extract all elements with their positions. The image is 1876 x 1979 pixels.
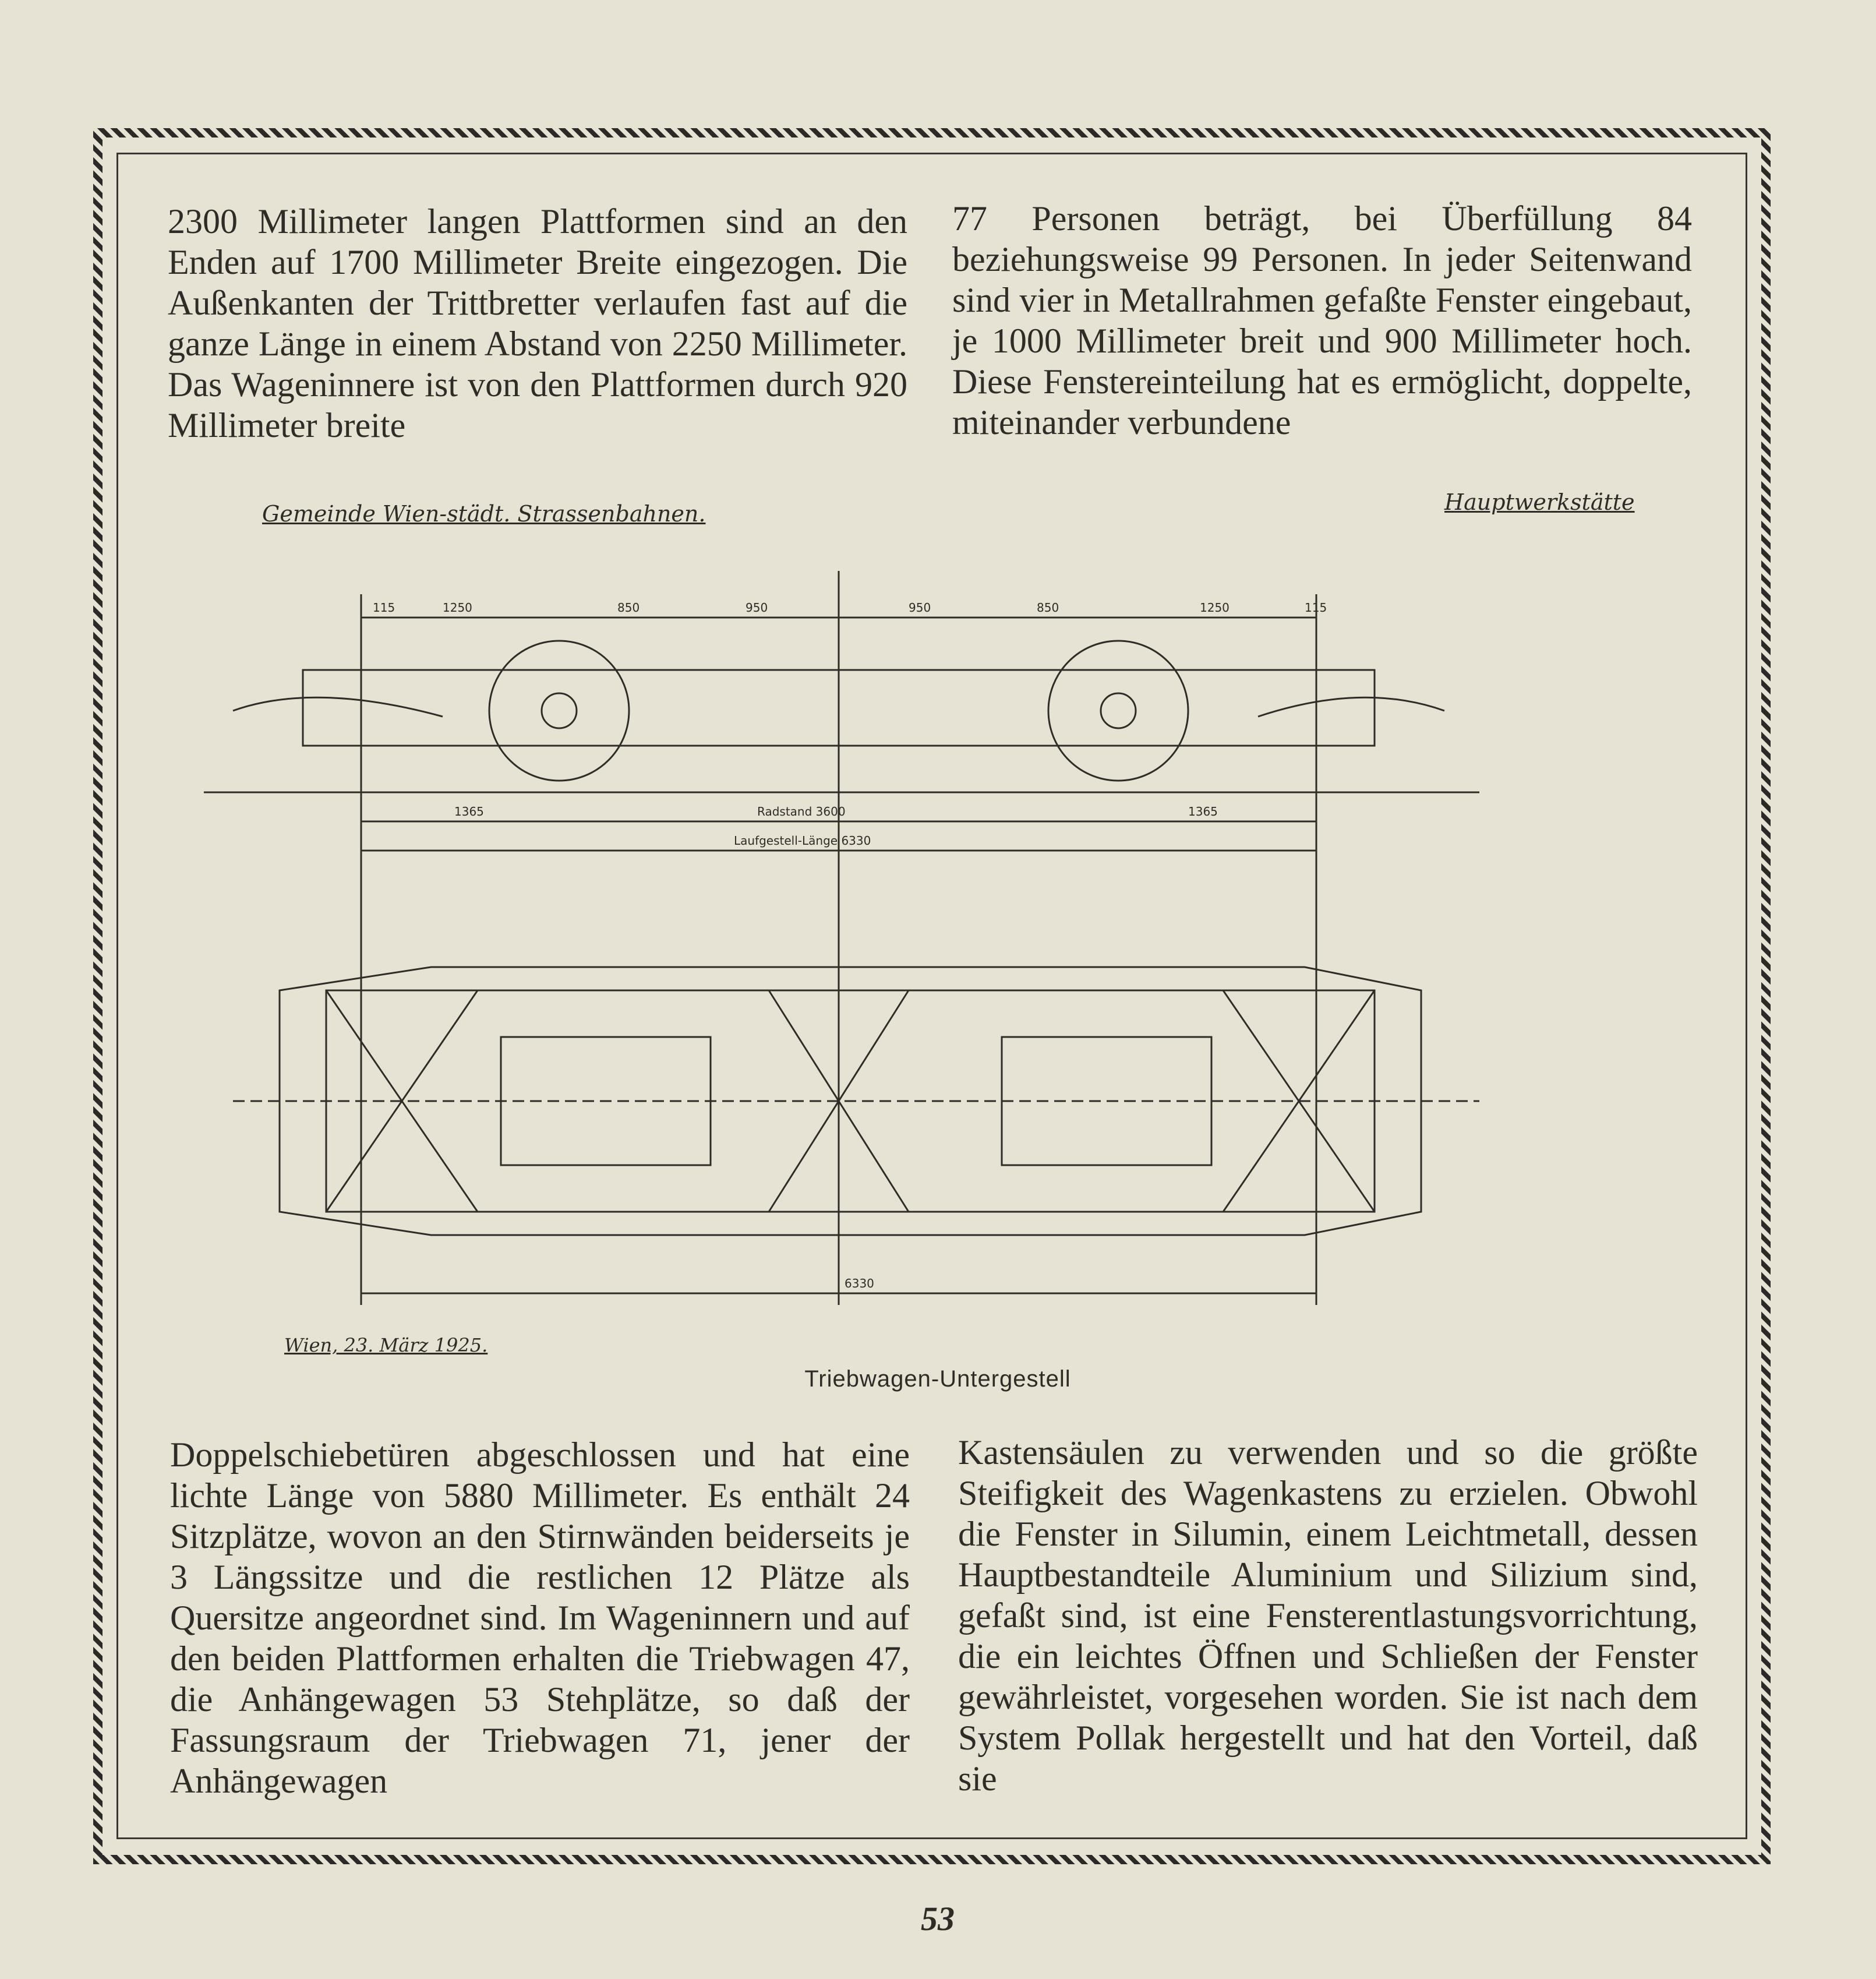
dim-label: Radstand 3600 bbox=[757, 805, 846, 819]
dim-label: 950 bbox=[746, 601, 768, 615]
paragraph: Doppelschiebetüren abgeschlossen und hat eine lichte Länge von 5880 Millimeter. Es enthält 24 Sitzplätze, wovon an den Stirnwänden beiderseits je 3 Längssitze und die restlichen 12 Plätze als Quersitze angeordnet sind. Im Wageninnern und auf den beiden Plattformen erhalten die Triebwagen 47, die Anhängewagen 53 Stehplätze, so daß der Fassungsraum der Triebwagen 71, jener der Anhängewagen bbox=[170, 1435, 910, 1800]
text-column-bottom-left bbox=[170, 1434, 910, 1801]
dim-label: Laufgestell-Länge 6330 bbox=[734, 834, 871, 848]
paragraph: 2300 Millimeter langen Plattformen sind an den Enden auf 1700 Millimeter Breite eingezogen. Die Außenkanten der Trittbretter verlaufen fast auf die ganze Länge in einem Abstand von 2250 Millimeter. Das Wageninnere ist von den Plattformen durch 920 Millimeter breite bbox=[168, 202, 907, 445]
text-column-top-right bbox=[952, 198, 1692, 443]
paragraph: 77 Personen beträgt, bei Überfüllung 84 beziehungsweise 99 Personen. In jeder Seitenwand sind vier in Metallrahmen gefaßte Fenster eingebaut, je 1000 Millimeter breit und 900 Millimeter hoch. Diese Fenstereinteilung hat es ermöglicht, doppelte, miteinander verbundene bbox=[952, 199, 1692, 442]
dim-label: 1365 bbox=[454, 805, 484, 819]
dim-label: 115 bbox=[373, 601, 395, 615]
page-number: 53 bbox=[921, 1900, 955, 1938]
dim-label: 1250 bbox=[1200, 601, 1230, 615]
technical-drawing bbox=[198, 478, 1689, 1363]
drawing-header-right: Hauptwerkstätte bbox=[1444, 489, 1635, 515]
dim-label: 850 bbox=[1037, 601, 1059, 615]
dim-label: 115 bbox=[1305, 601, 1327, 615]
dim-label: 6330 bbox=[845, 1276, 874, 1290]
wheel-left bbox=[489, 641, 629, 781]
dim-label: 850 bbox=[617, 601, 640, 615]
figure-caption: Triebwagen-Untergestell bbox=[804, 1366, 1071, 1392]
dim-label: 1365 bbox=[1188, 805, 1218, 819]
dim-label: 950 bbox=[909, 601, 931, 615]
wheel-right bbox=[1048, 641, 1188, 781]
dim-label: 1250 bbox=[443, 601, 472, 615]
drawing-date-note: Wien, 23. März 1925. bbox=[284, 1334, 488, 1356]
text-column-bottom-right bbox=[958, 1432, 1698, 1799]
paragraph: Kastensäulen zu verwenden und so die größte Steifigkeit des Wagenkastens zu erzielen. Obwohl die Fenster in Silumin, einem Leichtmetall, dessen Hauptbestandteile Aluminium und Silizium sind, gefaßt sind, ist eine Fensterentlastungsvorrichtung, die ein leichtes Öffnen und Schließen der Fenster gewährleistet, vorgesehen worden. Sie ist nach dem System Pollak hergestellt und hat den Vorteil, daß sie bbox=[958, 1433, 1698, 1798]
drawing-header-left: Gemeinde Wien-städt. Strassenbahnen. bbox=[262, 501, 706, 527]
text-column-top-left bbox=[168, 201, 907, 446]
